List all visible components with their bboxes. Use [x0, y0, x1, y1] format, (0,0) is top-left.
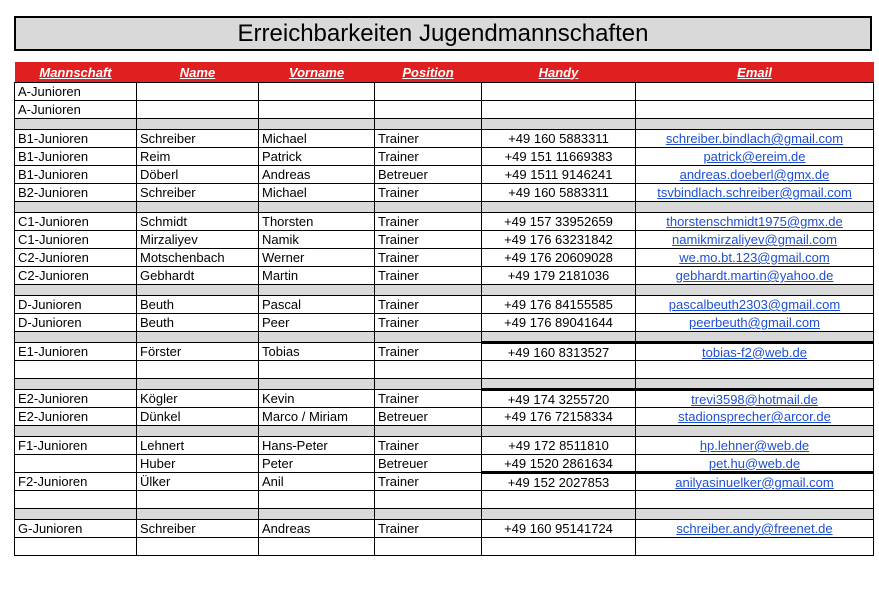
phone-cell[interactable]: +49 174 3255720 — [482, 390, 636, 408]
team-cell[interactable] — [15, 538, 137, 556]
email-cell[interactable]: schreiber.bindlach@gmail.com — [636, 130, 874, 148]
separator-cell — [482, 332, 636, 343]
phone-cell[interactable]: +49 176 72158334 — [482, 408, 636, 426]
separator-cell — [375, 426, 482, 437]
firstname-cell[interactable]: Namik — [259, 231, 375, 249]
separator-cell — [137, 285, 259, 296]
separator-cell — [259, 509, 375, 520]
team-cell[interactable]: B1-Junioren — [15, 130, 137, 148]
group-separator — [15, 202, 874, 213]
separator-cell — [375, 509, 482, 520]
column-header-vorname[interactable]: Vorname — [259, 62, 375, 83]
firstname-cell[interactable]: Michael — [259, 184, 375, 202]
email-cell[interactable] — [636, 361, 874, 379]
lastname-cell[interactable]: Schreiber — [137, 520, 259, 538]
separator-cell — [482, 509, 636, 520]
firstname-cell[interactable]: Andreas — [259, 166, 375, 184]
group-separator — [15, 426, 874, 437]
separator-cell — [259, 119, 375, 130]
separator-cell — [482, 379, 636, 390]
email-cell[interactable]: pet.hu@web.de — [636, 455, 874, 473]
email-cell[interactable]: we.mo.bt.123@gmail.com — [636, 249, 874, 267]
separator-cell — [259, 202, 375, 213]
firstname-cell[interactable]: Werner — [259, 249, 375, 267]
lastname-cell[interactable]: Reim — [137, 148, 259, 166]
email-cell[interactable]: tobias-f2@web.de — [636, 343, 874, 361]
email-cell[interactable]: anilyasinuelker@gmail.com — [636, 473, 874, 491]
table-row[interactable] — [15, 390, 874, 408]
lastname-cell[interactable]: Schmidt — [137, 213, 259, 231]
position-cell[interactable]: Betreuer — [375, 455, 482, 473]
firstname-cell[interactable] — [259, 538, 375, 556]
team-cell[interactable]: F1-Junioren — [15, 437, 137, 455]
separator-cell — [375, 119, 482, 130]
firstname-cell[interactable] — [259, 491, 375, 509]
separator-cell — [259, 332, 375, 343]
firstname-cell[interactable]: Hans-Peter — [259, 437, 375, 455]
phone-cell[interactable]: +49 176 89041644 — [482, 314, 636, 332]
position-cell[interactable] — [375, 83, 482, 101]
separator-cell — [375, 202, 482, 213]
team-cell[interactable]: G-Junioren — [15, 520, 137, 538]
position-cell[interactable]: Trainer — [375, 148, 482, 166]
separator-cell — [375, 332, 482, 343]
separator-cell — [636, 509, 874, 520]
phone-cell[interactable]: +49 172 8511810 — [482, 437, 636, 455]
email-cell[interactable]: patrick@ereim.de — [636, 148, 874, 166]
table-row[interactable] — [15, 520, 874, 538]
table-row[interactable] — [15, 437, 874, 455]
firstname-cell[interactable]: Andreas — [259, 520, 375, 538]
email-cell[interactable]: schreiber.andy@freenet.de — [636, 520, 874, 538]
lastname-cell[interactable]: Döberl — [137, 166, 259, 184]
phone-cell[interactable]: +49 160 5883311 — [482, 184, 636, 202]
position-cell[interactable]: Betreuer — [375, 408, 482, 426]
phone-cell[interactable]: +49 1520 2861634 — [482, 455, 636, 473]
table-body — [15, 83, 874, 556]
lastname-cell[interactable]: Mirzaliyev — [137, 231, 259, 249]
phone-cell[interactable] — [482, 538, 636, 556]
email-cell[interactable]: peerbeuth@gmail.com — [636, 314, 874, 332]
group-separator — [15, 119, 874, 130]
separator-cell — [636, 332, 874, 343]
table-row[interactable] — [15, 408, 874, 426]
email-cell[interactable] — [636, 538, 874, 556]
email-cell[interactable]: andreas.doeberl@gmx.de — [636, 166, 874, 184]
phone-cell[interactable] — [482, 491, 636, 509]
email-cell[interactable]: stadionsprecher@arcor.de — [636, 408, 874, 426]
team-cell[interactable]: D-Junioren — [15, 314, 137, 332]
column-header-email[interactable]: Email — [636, 62, 874, 83]
position-cell[interactable]: Trainer — [375, 473, 482, 491]
table-row[interactable] — [15, 267, 874, 285]
position-cell[interactable]: Trainer — [375, 296, 482, 314]
lastname-cell[interactable]: Förster — [137, 343, 259, 361]
column-header-name[interactable]: Name — [137, 62, 259, 83]
column-header-position[interactable]: Position — [375, 62, 482, 83]
lastname-cell[interactable]: Schreiber — [137, 130, 259, 148]
table-row[interactable] — [15, 148, 874, 166]
separator-cell — [482, 426, 636, 437]
group-separator — [15, 332, 874, 343]
email-cell[interactable]: trevi3598@hotmail.de — [636, 390, 874, 408]
phone-cell[interactable]: +49 176 84155585 — [482, 296, 636, 314]
team-cell[interactable] — [15, 491, 137, 509]
email-cell[interactable] — [636, 491, 874, 509]
firstname-cell[interactable]: Anil — [259, 473, 375, 491]
team-cell[interactable]: D-Junioren — [15, 296, 137, 314]
separator-cell — [636, 119, 874, 130]
team-cell[interactable]: B1-Junioren — [15, 166, 137, 184]
firstname-cell[interactable]: Thorsten — [259, 213, 375, 231]
table-row[interactable] — [15, 249, 874, 267]
phone-cell[interactable]: +49 176 63231842 — [482, 231, 636, 249]
firstname-cell[interactable]: Patrick — [259, 148, 375, 166]
lastname-cell[interactable] — [137, 101, 259, 119]
phone-cell[interactable]: +49 152 2027853 — [482, 473, 636, 491]
position-cell[interactable] — [375, 361, 482, 379]
firstname-cell[interactable]: Martin — [259, 267, 375, 285]
phone-cell[interactable]: +49 179 2181036 — [482, 267, 636, 285]
firstname-cell[interactable]: Peter — [259, 455, 375, 473]
position-cell[interactable]: Trainer — [375, 520, 482, 538]
separator-cell — [636, 379, 874, 390]
table-row[interactable] — [15, 491, 874, 509]
position-cell[interactable]: Trainer — [375, 130, 482, 148]
phone-cell[interactable]: +49 1511 9146241 — [482, 166, 636, 184]
separator-cell — [137, 509, 259, 520]
group-separator — [15, 509, 874, 520]
position-cell[interactable]: Trainer — [375, 213, 482, 231]
separator-cell — [15, 379, 137, 390]
email-cell[interactable] — [636, 101, 874, 119]
separator-cell — [375, 285, 482, 296]
separator-cell — [636, 285, 874, 296]
separator-cell — [15, 285, 137, 296]
lastname-cell[interactable]: Ülker — [137, 473, 259, 491]
team-cell[interactable]: A-Junioren — [15, 101, 137, 119]
team-cell[interactable]: C1-Junioren — [15, 231, 137, 249]
lastname-cell[interactable]: Kögler — [137, 390, 259, 408]
table-row[interactable] — [15, 213, 874, 231]
firstname-cell[interactable]: Marco / Miriam — [259, 408, 375, 426]
firstname-cell[interactable]: Peer — [259, 314, 375, 332]
lastname-cell[interactable]: Beuth — [137, 314, 259, 332]
table-row[interactable] — [15, 231, 874, 249]
lastname-cell[interactable]: Huber — [137, 455, 259, 473]
phone-cell[interactable]: +49 176 20609028 — [482, 249, 636, 267]
phone-cell[interactable]: +49 157 33952659 — [482, 213, 636, 231]
position-cell[interactable]: Betreuer — [375, 166, 482, 184]
lastname-cell[interactable]: Schreiber — [137, 184, 259, 202]
separator-cell — [15, 202, 137, 213]
position-cell[interactable]: Trainer — [375, 314, 482, 332]
position-cell[interactable]: Trainer — [375, 390, 482, 408]
firstname-cell[interactable]: Pascal — [259, 296, 375, 314]
separator-cell — [137, 332, 259, 343]
lastname-cell[interactable] — [137, 83, 259, 101]
separator-cell — [137, 426, 259, 437]
email-cell[interactable]: pascalbeuth2303@gmail.com — [636, 296, 874, 314]
phone-cell[interactable] — [482, 361, 636, 379]
header-row — [15, 62, 874, 83]
position-cell[interactable] — [375, 491, 482, 509]
team-cell[interactable]: F2-Junioren — [15, 473, 137, 491]
group-separator — [15, 285, 874, 296]
table-row[interactable] — [15, 130, 874, 148]
table-row[interactable] — [15, 455, 874, 473]
table-row[interactable] — [15, 184, 874, 202]
separator-cell — [259, 379, 375, 390]
team-cell[interactable]: B1-Junioren — [15, 148, 137, 166]
table-row[interactable] — [15, 166, 874, 184]
email-cell[interactable]: hp.lehner@web.de — [636, 437, 874, 455]
team-cell[interactable]: B2-Junioren — [15, 184, 137, 202]
lastname-cell[interactable] — [137, 491, 259, 509]
team-cell[interactable]: C1-Junioren — [15, 213, 137, 231]
page-title: Erreichbarkeiten Jugendmannschaften — [14, 16, 872, 51]
table-row[interactable] — [15, 101, 874, 119]
lastname-cell[interactable] — [137, 538, 259, 556]
separator-cell — [15, 509, 137, 520]
position-cell[interactable]: Trainer — [375, 231, 482, 249]
separator-cell — [15, 332, 137, 343]
phone-cell[interactable]: +49 151 11669383 — [482, 148, 636, 166]
separator-cell — [636, 202, 874, 213]
table-row[interactable] — [15, 538, 874, 556]
phone-cell[interactable]: +49 160 8313527 — [482, 343, 636, 361]
position-cell[interactable]: Trainer — [375, 267, 482, 285]
contacts-table — [14, 62, 874, 556]
email-cell[interactable]: tsvbindlach.schreiber@gmail.com — [636, 184, 874, 202]
lastname-cell[interactable] — [137, 361, 259, 379]
table-row[interactable] — [15, 361, 874, 379]
firstname-cell[interactable] — [259, 361, 375, 379]
email-cell[interactable]: namikmirzaliyev@gmail.com — [636, 231, 874, 249]
separator-cell — [15, 119, 137, 130]
phone-cell[interactable]: +49 160 5883311 — [482, 130, 636, 148]
table-row[interactable] — [15, 343, 874, 361]
lastname-cell[interactable]: Lehnert — [137, 437, 259, 455]
position-cell[interactable]: Trainer — [375, 343, 482, 361]
table-row[interactable] — [15, 83, 874, 101]
team-cell[interactable] — [15, 455, 137, 473]
separator-cell — [137, 119, 259, 130]
lastname-cell[interactable]: Beuth — [137, 296, 259, 314]
team-cell[interactable]: C2-Junioren — [15, 267, 137, 285]
lastname-cell[interactable]: Dünkel — [137, 408, 259, 426]
position-cell[interactable] — [375, 538, 482, 556]
email-cell[interactable]: thorstenschmidt1975@gmx.de — [636, 213, 874, 231]
team-cell[interactable]: E2-Junioren — [15, 390, 137, 408]
position-cell[interactable] — [375, 101, 482, 119]
separator-cell — [259, 285, 375, 296]
team-cell[interactable]: A-Junioren — [15, 83, 137, 101]
separator-cell — [259, 426, 375, 437]
lastname-cell[interactable]: Motschenbach — [137, 249, 259, 267]
separator-cell — [137, 202, 259, 213]
separator-cell — [15, 426, 137, 437]
email-cell[interactable]: gebhardt.martin@yahoo.de — [636, 267, 874, 285]
team-cell[interactable]: E2-Junioren — [15, 408, 137, 426]
lastname-cell[interactable]: Gebhardt — [137, 267, 259, 285]
position-cell[interactable]: Trainer — [375, 184, 482, 202]
team-cell[interactable]: C2-Junioren — [15, 249, 137, 267]
phone-cell[interactable] — [482, 101, 636, 119]
separator-cell — [636, 426, 874, 437]
column-header-mannschaft[interactable]: Mannschaft — [15, 62, 137, 83]
team-cell[interactable]: E1-Junioren — [15, 343, 137, 361]
separator-cell — [375, 379, 482, 390]
separator-cell — [137, 379, 259, 390]
phone-cell[interactable]: +49 160 95141724 — [482, 520, 636, 538]
table-row[interactable] — [15, 314, 874, 332]
firstname-cell[interactable]: Kevin — [259, 390, 375, 408]
table-row[interactable] — [15, 473, 874, 491]
position-cell[interactable]: Trainer — [375, 437, 482, 455]
phone-cell[interactable] — [482, 83, 636, 101]
firstname-cell[interactable] — [259, 101, 375, 119]
table-row[interactable] — [15, 296, 874, 314]
separator-cell — [482, 285, 636, 296]
column-header-handy[interactable]: Handy — [482, 62, 636, 83]
firstname-cell[interactable]: Michael — [259, 130, 375, 148]
separator-cell — [482, 119, 636, 130]
firstname-cell[interactable] — [259, 83, 375, 101]
group-separator — [15, 379, 874, 390]
team-cell[interactable] — [15, 361, 137, 379]
separator-cell — [482, 202, 636, 213]
position-cell[interactable]: Trainer — [375, 249, 482, 267]
firstname-cell[interactable]: Tobias — [259, 343, 375, 361]
email-cell[interactable] — [636, 83, 874, 101]
